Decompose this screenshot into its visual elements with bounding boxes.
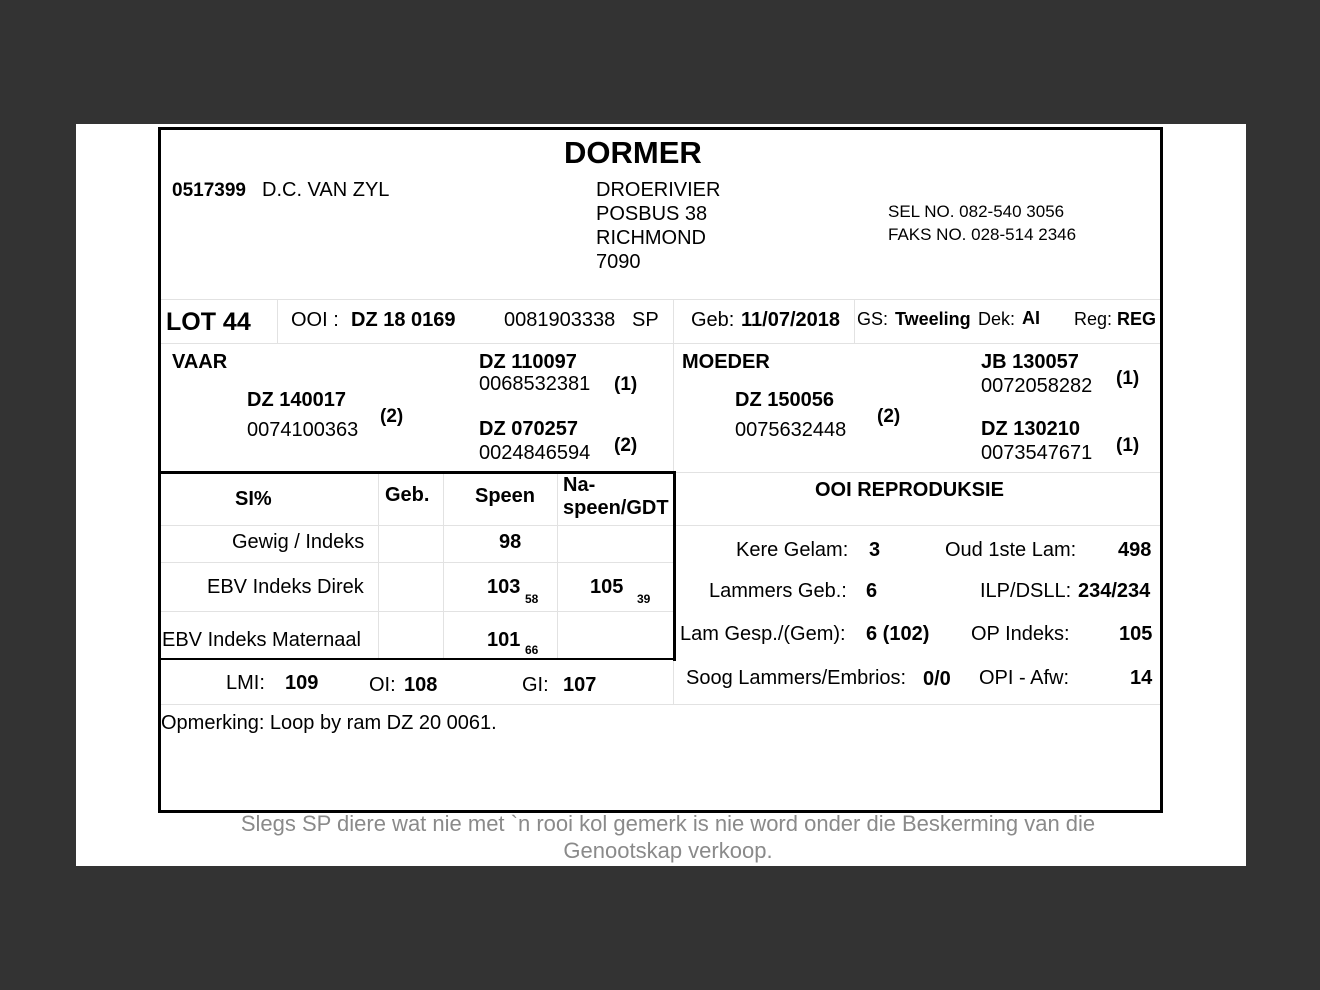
dam-dam-id: DZ 130210 <box>981 418 1080 440</box>
table-border-bottom <box>158 658 676 660</box>
sire-sire-grade: (1) <box>614 374 638 395</box>
footer-disclaimer <box>76 810 1260 864</box>
footer-line-1: Slegs SP diere wat nie met `n rooi kol gemerk is nie word onder die Beskerming van die <box>240 811 1096 836</box>
ooi-id: DZ 18 0169 <box>351 309 456 331</box>
remark-text: Opmerking: Loop by ram DZ 20 0061. <box>161 712 497 734</box>
ilp-value: 234/234 <box>1078 580 1151 602</box>
animal-class: SP <box>632 309 659 331</box>
footer-line-2: Genootskap verkoop. <box>563 838 773 863</box>
row-label-ebv-direk: EBV Indeks Direk <box>207 576 364 598</box>
card-border-left <box>158 127 161 813</box>
lam-gesp-label: Lam Gesp./(Gem): <box>680 623 846 645</box>
gi-value: 107 <box>563 674 597 696</box>
dam-sire-grade: (1) <box>1116 368 1140 389</box>
direk-speen: 103 <box>487 576 521 598</box>
sire-dam-number: 0024846594 <box>479 442 591 464</box>
breed-title: DORMER <box>564 135 702 170</box>
sire-id: DZ 140017 <box>247 389 346 411</box>
opi-value: 14 <box>1130 667 1153 689</box>
sire-label: VAAR <box>172 351 228 373</box>
dek-value: AI <box>1022 308 1040 328</box>
lmi-label: LMI: <box>226 672 265 694</box>
kere-gelam-label: Kere Gelam: <box>736 539 849 561</box>
lmi-value: 109 <box>285 672 319 694</box>
fax-number: FAKS NO. 028-514 2346 <box>888 225 1077 244</box>
opi-label: OPI - Afw: <box>979 667 1070 689</box>
reproduction-title: OOI REPRODUKSIE <box>815 479 1004 501</box>
maternaal-speen: 101 <box>487 629 521 651</box>
divider <box>161 299 1160 300</box>
oi-label: OI: <box>369 674 396 696</box>
sire-dam-id: DZ 070257 <box>479 418 578 440</box>
si-header: SI% <box>235 488 272 510</box>
birth-label: Geb: <box>691 309 735 331</box>
birth-date: 11/07/2018 <box>741 309 840 331</box>
breeder-name: D.C. VAN ZYL <box>262 179 390 201</box>
lot-number: LOT 44 <box>166 308 251 336</box>
gs-label: GS: <box>857 309 889 329</box>
divider <box>277 299 278 343</box>
lot-card <box>158 127 1162 813</box>
dam-dam-number: 0073547671 <box>981 442 1093 464</box>
divider <box>676 472 1160 473</box>
dam-sire-number: 0072058282 <box>981 375 1093 397</box>
sire-sire-number: 0068532381 <box>479 373 591 395</box>
address-line-4: 7090 <box>596 251 641 273</box>
geb-header: Geb. <box>385 484 430 506</box>
address-line-3: RICHMOND <box>596 227 706 249</box>
table-border-top <box>158 471 676 474</box>
breeder-number: 0517399 <box>172 180 246 201</box>
divider <box>673 343 674 473</box>
naspeen-header-line1: Na- <box>563 474 596 496</box>
registration-number: 0081903338 <box>504 309 616 331</box>
address-line-1: DROERIVIER <box>596 179 721 201</box>
lam-gesp-value: 6 (102) <box>866 623 930 645</box>
dam-grade: (2) <box>877 406 901 427</box>
divider <box>676 525 1160 526</box>
direk-naspeen: 105 <box>590 576 624 598</box>
phone-number: SEL NO. 082-540 3056 <box>888 202 1065 221</box>
oi-value: 108 <box>404 674 438 696</box>
sire-grade: (2) <box>380 406 404 427</box>
sire-sire-id: DZ 110097 <box>479 351 577 373</box>
card-border-right <box>1160 127 1163 813</box>
soog-label: Soog Lammers/Embrios: <box>686 667 907 689</box>
lammers-geb-label: Lammers Geb.: <box>709 580 847 602</box>
kere-gelam-value: 3 <box>869 539 881 561</box>
direk-speen-accuracy: 58 <box>525 592 539 606</box>
maternaal-speen-accuracy: 66 <box>525 643 539 657</box>
ooi-label: OOI : <box>291 309 339 331</box>
sire-dam-grade: (2) <box>614 435 638 456</box>
dam-sire-id: JB 130057 <box>981 351 1079 373</box>
sire-number: 0074100363 <box>247 419 359 441</box>
speen-header: Speen <box>475 485 536 507</box>
op-indeks-label: OP Indeks: <box>971 623 1070 645</box>
reg-label: Reg: <box>1074 309 1113 329</box>
divider <box>673 299 674 343</box>
card-border-top <box>158 127 1163 130</box>
oud-lam-value: 498 <box>1118 539 1152 561</box>
gs-value: Tweeling <box>895 309 971 329</box>
divider <box>161 343 1160 344</box>
divider <box>443 474 444 658</box>
divider <box>557 474 558 658</box>
row-label-ebv-maternaal: EBV Indeks Maternaal <box>162 629 361 651</box>
divider <box>161 611 673 612</box>
lammers-geb-value: 6 <box>866 580 878 602</box>
ilp-label: ILP/DSLL: <box>980 580 1072 602</box>
divider <box>673 661 674 704</box>
naspeen-header-line2: speen/GDT <box>563 497 669 519</box>
dek-label: Dek: <box>978 309 1016 329</box>
direk-naspeen-accuracy: 39 <box>637 592 651 606</box>
divider <box>161 525 673 526</box>
op-indeks-value: 105 <box>1119 623 1153 645</box>
divider <box>854 299 855 343</box>
gewig-speen: 98 <box>499 531 522 553</box>
divider <box>161 562 673 563</box>
divider <box>378 474 379 658</box>
dam-label: MOEDER <box>682 351 770 373</box>
gi-label: GI: <box>522 674 549 696</box>
reg-value: REG <box>1117 309 1157 329</box>
oud-lam-label: Oud 1ste Lam: <box>945 539 1077 561</box>
table-border-right <box>673 471 676 661</box>
soog-value: 0/0 <box>923 668 951 690</box>
dam-number: 0075632448 <box>735 419 847 441</box>
dam-dam-grade: (1) <box>1116 435 1140 456</box>
row-label-gewig: Gewig / Indeks <box>232 531 365 553</box>
dam-id: DZ 150056 <box>735 389 834 411</box>
divider <box>161 704 1160 705</box>
address-line-2: POSBUS 38 <box>596 203 708 225</box>
